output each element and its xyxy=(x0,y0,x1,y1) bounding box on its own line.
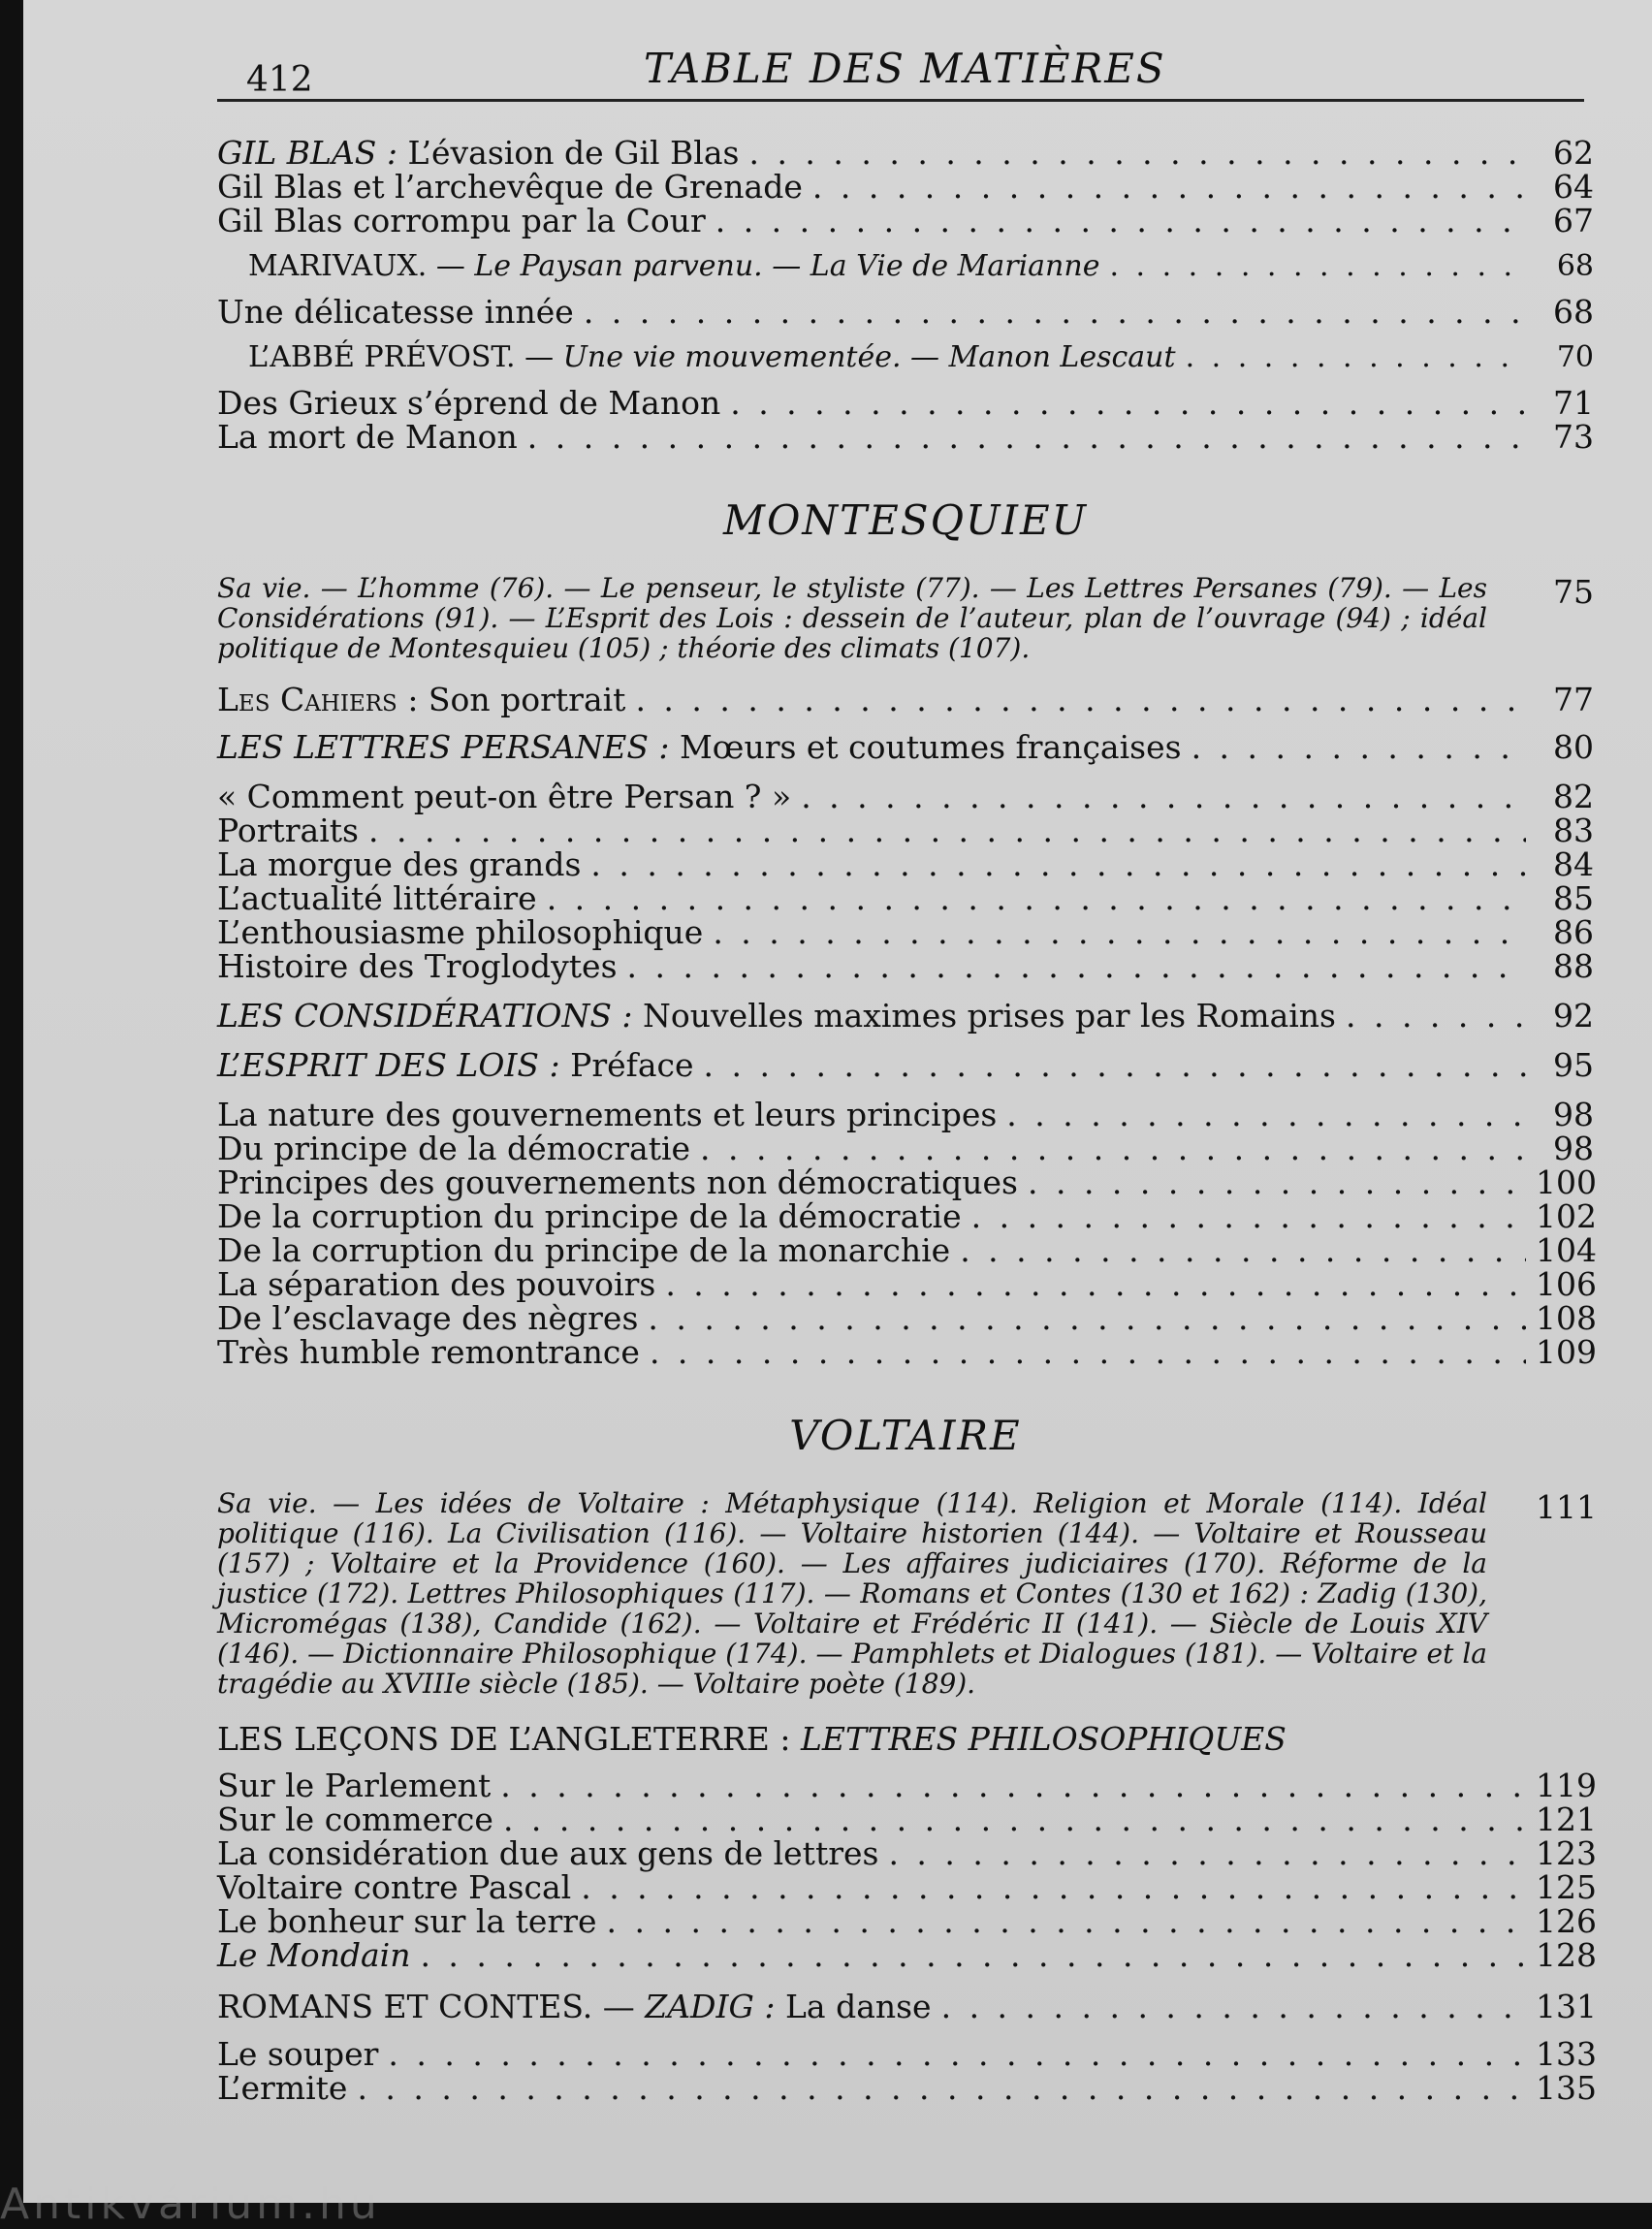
entry-page: 62 xyxy=(1553,134,1594,172)
dot-leader xyxy=(607,1904,1526,1938)
entry-title: Portraits xyxy=(217,812,359,849)
entry-title: Histoire des Troglodytes xyxy=(217,947,618,985)
dot-leader xyxy=(420,1938,1526,1972)
toc-entry xyxy=(217,1767,1597,1804)
entry-page: 67 xyxy=(1553,202,1594,239)
toc-entry xyxy=(217,1868,1597,1906)
work-label: GIL BLAS : xyxy=(217,134,398,172)
dot-leader xyxy=(650,1335,1526,1369)
entry-title: La danse xyxy=(775,1988,932,2025)
toc-entry xyxy=(217,420,1594,454)
entry-page: 75 xyxy=(1553,573,1594,611)
entry-page: 85 xyxy=(1553,879,1594,917)
entry-page: 104 xyxy=(1536,1231,1597,1269)
toc-entry xyxy=(217,2035,1597,2073)
dot-leader xyxy=(1006,1098,1526,1131)
dot-leader xyxy=(665,1267,1526,1301)
esprit-des-lois-list xyxy=(217,1096,1597,1371)
dot-leader xyxy=(960,1233,1526,1267)
toc-entry xyxy=(217,1265,1597,1303)
toc-entry xyxy=(217,136,1594,170)
author-entry-prevost xyxy=(217,340,1594,374)
toc-entry xyxy=(217,1936,1597,1974)
entry-page: 135 xyxy=(1536,2069,1597,2107)
entry-title: L’actualité littéraire xyxy=(217,879,537,917)
entry-title: Gil Blas corrompu par la Cour xyxy=(217,202,706,239)
author-biography xyxy=(217,573,1594,663)
entry-page: 92 xyxy=(1553,997,1594,1035)
work-label: Les Cahiers xyxy=(217,681,397,718)
toc-entry xyxy=(217,170,1594,204)
romans-list xyxy=(217,2035,1597,2107)
entry-page: 111 xyxy=(1536,1488,1597,1526)
entry-page: 100 xyxy=(1536,1163,1597,1201)
entry-title: La séparation des pouvoirs xyxy=(217,1265,656,1303)
entry-page: 68 xyxy=(1553,293,1594,331)
toc-entry xyxy=(217,386,1594,420)
toc-entry xyxy=(217,1231,1597,1269)
book-page xyxy=(23,0,1652,2203)
dot-leader xyxy=(730,386,1526,420)
work-label: LES CONSIDÉRATIONS : xyxy=(217,997,633,1035)
running-title: TABLE DES MATIÈRES xyxy=(644,45,1166,92)
entry-page: 77 xyxy=(1553,681,1594,718)
entry-title: De l’esclavage des nègres xyxy=(217,1299,639,1337)
dot-leader xyxy=(1191,730,1526,764)
dot-leader xyxy=(1109,249,1526,283)
entry-title: Le bonheur sur la terre xyxy=(217,1902,597,1940)
toc-entry xyxy=(217,204,1594,238)
entry-page: 126 xyxy=(1536,1902,1597,1940)
entry-page: 83 xyxy=(1553,812,1594,849)
toc-entry xyxy=(217,1098,1594,1131)
entry-page: 102 xyxy=(1536,1197,1597,1235)
dot-leader xyxy=(648,1301,1526,1335)
author-heading-montesquieu: MONTESQUIEU xyxy=(722,496,1089,544)
toc-entry xyxy=(217,1902,1597,1940)
work-label: L’ESPRIT DES LOIS : xyxy=(217,1046,560,1084)
biography-text: Sa vie. — Les idées de Voltaire : Métaphysique (114). Religion et Morale (114). Idéal politique (116). La Civilisation (116). — Voltaire historien (144). — Voltaire et Rousseau (157) ; Voltaire et la Providence (160). — Les affaires judiciaires (170). Réforme de la justice (172). Lettres Philosophiques (117). — Romans et Contes (130 et 162) : Zadig (130), Micromégas (138), Candide (162). — Voltaire et Frédéric II (141). — Siècle de Louis XIV (146). — Dictionnaire Philosophique (174). — Pamphlets et Dialogues (181). — Voltaire et la tragédie au XVIIIe siècle (185). — Voltaire poète (189). xyxy=(217,1487,1487,1700)
toc-entry-esprit-des-lois xyxy=(217,1048,1594,1082)
entry-title: Voltaire contre Pascal xyxy=(217,1868,572,1906)
entry-title: La mort de Manon xyxy=(217,418,518,456)
author-name: MARIVAUX. — xyxy=(248,249,465,283)
dot-leader xyxy=(715,204,1526,238)
toc-entry xyxy=(217,847,1594,881)
entry-title: La considération due aux gens de lettres xyxy=(217,1834,879,1872)
author-works: Une vie mouvementée. — Manon Lescaut xyxy=(554,340,1176,374)
dot-leader xyxy=(748,136,1526,170)
dot-leader xyxy=(527,420,1526,454)
entry-page: 108 xyxy=(1536,1299,1597,1337)
toc-entry xyxy=(217,1197,1597,1235)
dot-leader xyxy=(388,2037,1526,2071)
entry-title: Préface xyxy=(559,1046,694,1084)
dot-leader xyxy=(812,170,1526,204)
toc-entry xyxy=(217,915,1594,949)
entry-page: 95 xyxy=(1553,1046,1594,1084)
toc-entry xyxy=(217,881,1594,915)
entry-title: L’ermite xyxy=(217,2069,348,2107)
toc-entry-lettres-persanes xyxy=(217,730,1594,764)
dot-leader xyxy=(357,2071,1526,2105)
author-works: Le Paysan parvenu. — La Vie de Marianne xyxy=(464,249,1100,283)
dot-leader xyxy=(1028,1165,1526,1199)
dot-leader xyxy=(368,813,1526,847)
toc-entry-cahiers xyxy=(217,683,1594,716)
entry-page: 68 xyxy=(1556,249,1594,283)
entry-page: 123 xyxy=(1536,1834,1597,1872)
section-label-italic: LETTRES PHILOSOPHIQUES xyxy=(800,1720,1287,1758)
dot-leader xyxy=(503,1802,1526,1836)
toc-entry xyxy=(217,780,1594,813)
toc-entry xyxy=(217,813,1594,847)
toc-entry xyxy=(217,295,1594,329)
running-header xyxy=(217,39,1584,102)
entry-page: 109 xyxy=(1536,1333,1597,1371)
entry-page: 84 xyxy=(1553,845,1594,883)
section-heading-lecons xyxy=(217,1722,1594,1757)
dot-leader xyxy=(590,847,1526,881)
entry-title: La nature des gouvernements et leurs principes xyxy=(217,1096,998,1133)
dot-leader xyxy=(547,881,1526,915)
entry-title: Sur le Parlement xyxy=(217,1767,492,1804)
entry-title: Principes des gouvernements non démocratiques xyxy=(217,1163,1018,1201)
toc-entry xyxy=(217,1834,1597,1872)
entry-page: 71 xyxy=(1553,384,1594,422)
entry-page: 106 xyxy=(1536,1265,1597,1303)
entry-title: De la corruption du principe de la monarchie xyxy=(217,1231,951,1269)
entry-page: 119 xyxy=(1536,1767,1597,1804)
entry-title: « Comment peut-on être Persan ? » xyxy=(217,778,792,815)
lettres-persanes-list xyxy=(217,780,1594,983)
entry-page: 80 xyxy=(1553,728,1594,766)
toc-entry xyxy=(217,1299,1597,1337)
entry-title: Des Grieux s’éprend de Manon xyxy=(217,384,721,422)
entry-page: 70 xyxy=(1556,340,1594,374)
toc-entry xyxy=(217,1163,1597,1201)
toc-entry xyxy=(217,1131,1594,1165)
section-label: ROMANS ET CONTES. — xyxy=(217,1988,646,2025)
toc-entry xyxy=(217,1800,1597,1838)
entry-page: 88 xyxy=(1553,947,1594,985)
work-label: LES LETTRES PERSANES : xyxy=(217,728,670,766)
entry-title: De la corruption du principe de la démocratie xyxy=(217,1197,962,1235)
author-name: L’ABBÉ PRÉVOST. — xyxy=(248,340,555,374)
dot-leader xyxy=(1346,999,1526,1033)
dot-leader xyxy=(713,915,1526,949)
table-of-contents xyxy=(217,134,1597,2107)
section-label: LES LEÇONS DE L’ANGLETERRE : xyxy=(217,1720,801,1758)
dot-leader xyxy=(941,1990,1526,2023)
entry-title: Le Mondain xyxy=(217,1936,411,1974)
toc-entry-romans-contes xyxy=(217,1988,1597,2025)
toc-entry xyxy=(217,949,1594,983)
entry-page: 98 xyxy=(1553,1130,1594,1167)
entry-page: 128 xyxy=(1536,1936,1597,1974)
dot-leader xyxy=(581,1870,1526,1904)
entry-page: 133 xyxy=(1536,2035,1597,2073)
entry-page: 125 xyxy=(1536,1868,1597,1906)
toc-entry xyxy=(217,2069,1597,2107)
dot-leader xyxy=(971,1199,1526,1233)
dot-leader xyxy=(888,1836,1526,1870)
entry-title: Le souper xyxy=(217,2035,379,2073)
entry-title: L’évasion de Gil Blas xyxy=(397,134,740,172)
entry-page: 86 xyxy=(1553,913,1594,951)
entry-title: Sur le commerce xyxy=(217,1800,493,1838)
dot-leader xyxy=(627,949,1526,983)
author-heading-voltaire: VOLTAIRE xyxy=(789,1412,1022,1459)
lecons-list xyxy=(217,1767,1597,1974)
work-label: ZADIG : xyxy=(645,1988,776,2025)
author-entry-marivaux xyxy=(217,249,1594,283)
dot-leader xyxy=(704,1048,1526,1082)
entry-title: Une délicatesse innée xyxy=(217,293,574,331)
entry-title: La morgue des grands xyxy=(217,845,582,883)
entry-title: Nouvelles maximes prises par les Romains xyxy=(632,997,1336,1035)
entry-title: L’enthousiasme philosophique xyxy=(217,913,704,951)
entry-title: Mœurs et coutumes françaises xyxy=(669,728,1182,766)
entry-page: 98 xyxy=(1553,1096,1594,1133)
dot-leader xyxy=(584,295,1526,329)
dot-leader xyxy=(700,1131,1526,1165)
entry-page: 73 xyxy=(1553,418,1594,456)
entry-page: 64 xyxy=(1553,168,1594,206)
entry-title: Très humble remontrance xyxy=(217,1333,640,1371)
toc-entry-considerations xyxy=(217,999,1594,1033)
dot-leader xyxy=(500,1768,1526,1802)
toc-entry xyxy=(217,1333,1597,1371)
entry-title: : Son portrait xyxy=(397,681,626,718)
entry-page: 131 xyxy=(1536,1988,1597,2025)
entry-title: Gil Blas et l’archevêque de Grenade xyxy=(217,168,803,206)
dot-leader xyxy=(801,780,1526,813)
biography-text: Sa vie. — L’homme (76). — Le penseur, le styliste (77). — Les Lettres Persanes (79). — Les Considérations (91). — L’Esprit des Lois : dessein de l’auteur, plan de l’ouvrage (94) ; idéal politique de Montesquieu (105) ; théorie des climats (107). xyxy=(217,572,1487,664)
dot-leader xyxy=(635,683,1526,716)
watermark: Antikvárium.hu xyxy=(0,2180,381,2229)
page-number: 412 xyxy=(246,60,313,100)
author-biography xyxy=(217,1487,1597,1700)
entry-title: Du principe de la démocratie xyxy=(217,1130,691,1167)
entry-page: 121 xyxy=(1536,1800,1597,1838)
dot-leader xyxy=(1186,340,1526,374)
entry-page: 82 xyxy=(1553,778,1594,815)
